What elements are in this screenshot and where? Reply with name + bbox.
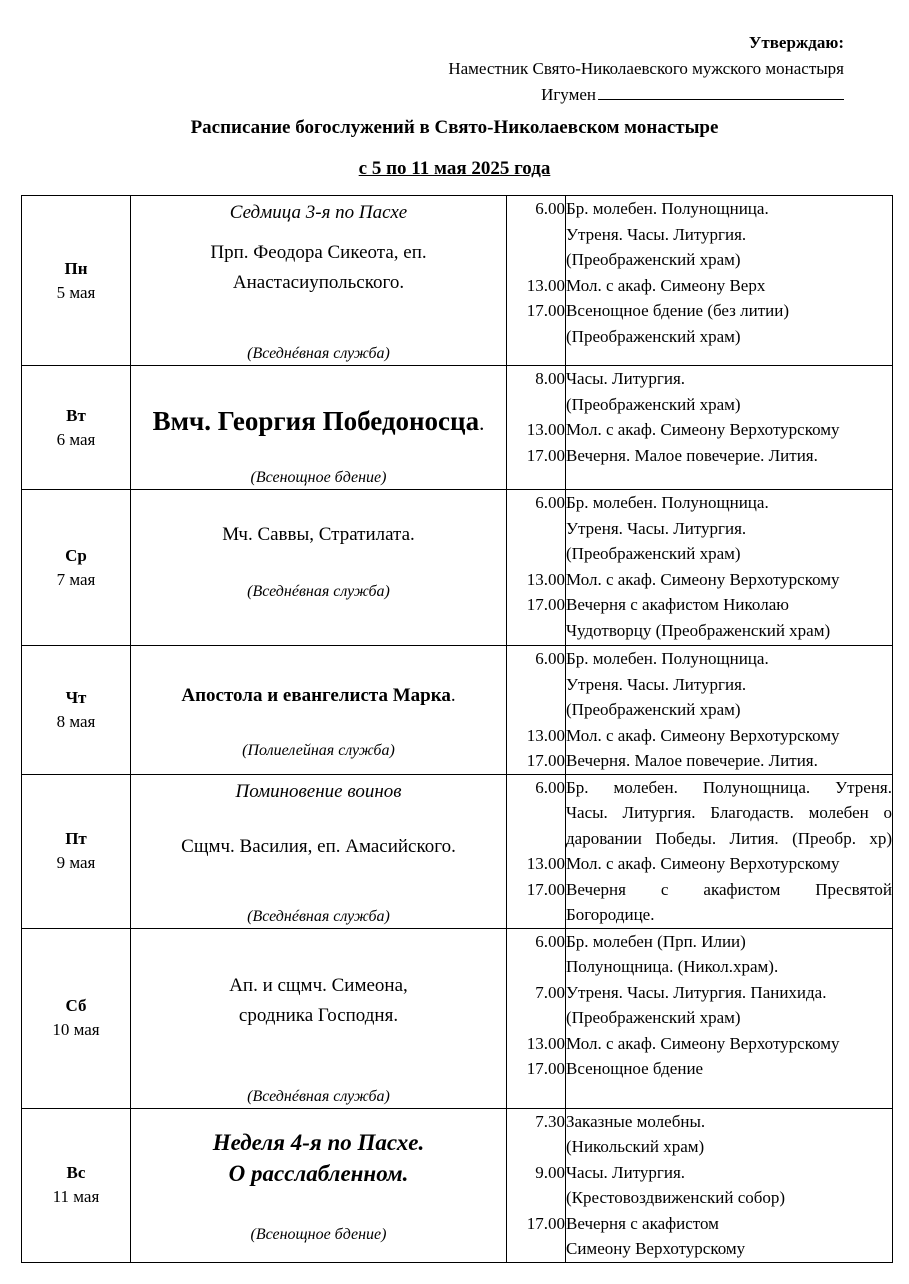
saint-line: Ап. и сщмч. Симеона, [229,974,408,996]
service-line: Богородице. [566,905,655,924]
day-cell [22,490,131,646]
date: 9 мая [56,853,96,872]
approval-rank: Игумен [541,85,596,104]
service-line: Мол. с акаф. Симеону Верхотурскому [566,420,840,439]
times-cell [507,490,566,646]
services-cell [566,196,893,366]
saint-line: Анастасиупольского. [232,271,405,293]
saint-line: Неделя 4-я по Пасхе. [212,1129,425,1155]
date: 7 мая [56,569,96,589]
commemoration-cell [131,366,507,490]
table-row [22,490,893,646]
time: 17.00 [526,751,565,770]
commemoration-cell [131,490,507,646]
time: 17.00 [526,301,565,320]
service-line: Мол. с акаф. Симеону Верх [566,275,766,295]
signature-line [598,82,844,100]
service-type: (Вседнéвная служба) [247,583,390,600]
commemoration-cell [131,646,507,775]
service-line: Бр. молебен. Полунощница. [566,649,769,668]
schedule-table [21,195,893,1263]
service-line: Бр. молебен. Полунощница. [566,199,769,218]
time [507,800,565,826]
time [507,516,565,542]
week-header: Седмица 3-я по Пасхе [229,202,408,223]
weekday: Ср [65,545,87,565]
time: 17.00 [526,1059,565,1078]
time: 13.00 [526,854,565,873]
day-cell [22,366,131,490]
saint-dot: . [479,411,485,435]
time: 13.00 [526,1033,565,1053]
times-cell [507,774,566,928]
times-cell [507,196,566,366]
services-cell [566,490,893,646]
day-cell [22,1108,131,1262]
time [507,1005,565,1031]
service-line: Часы. Литургия. Благодаств. молебен о [566,803,892,822]
time: 17.00 [526,445,565,465]
times-cell [507,928,566,1108]
service-line: (Преображенский храм) [566,250,741,269]
commemoration-cell [131,196,507,366]
service-line: Всенощное бдение [566,1059,704,1078]
services-cell [566,928,893,1108]
time: 9.00 [535,1162,565,1182]
service-line: Вечерня с акафистом Николаю [566,595,789,614]
saint-line [131,404,506,440]
time: 13.00 [526,275,565,295]
time: 6.00 [535,199,565,218]
saint-line: Прп. Феодора Сикеота, еп. [210,241,427,263]
service-line: даровании Победы. Лития. (Преобр. хр) [566,828,892,848]
date: 8 мая [56,711,96,731]
services-cell [566,366,893,490]
service-line: Чудотворцу (Преображенский храм) [566,620,831,640]
service-line: Вечерня с акафистом [566,1213,719,1233]
time: 17.00 [526,595,565,614]
saint-name: Вмч. Георгия Победоносца [152,406,480,436]
commemoration-cell [131,774,507,928]
commemoration-cell [131,1108,507,1262]
service-line: Мол. с акаф. Симеону Верхотурскому [566,569,840,589]
table-row [22,1108,893,1262]
service-line: Мол. с акаф. Симеону Верхотурскому [566,854,840,873]
weekday: Пн [64,258,88,278]
service-line: (Преображенский храм) [566,544,741,563]
service-line: Мол. с акаф. Симеону Верхотурскому [566,725,840,745]
date: 6 мая [56,429,96,449]
page-title: Расписание богослужений в Свято-Николаевском монастыре [190,117,719,138]
service-type: (Вседнéвная служба) [247,345,390,362]
saint-line [131,681,506,711]
weekday: Вс [66,1163,86,1182]
service-line: Заказные молебны. [566,1111,706,1131]
saint-name: Апостола и евангелиста Марка [181,685,451,706]
service-line: Мол. с акаф. Симеону Верхотурскому [566,1033,840,1053]
time: 17.00 [526,1213,565,1233]
services-cell [566,646,893,775]
table-row [22,196,893,366]
day-cell [22,928,131,1108]
service-line: Бр. молебен (Прп. Илии) [566,931,746,951]
week-header: Поминовение воинов [235,780,402,802]
weekday: Вт [66,405,86,425]
weekday: Пт [65,829,87,848]
time: 6.00 [535,777,565,797]
service-line: (Преображенский храм) [566,394,741,414]
service-line: Всенощное бдение (без литии) [566,301,790,320]
service-type: (Полиелейная служба) [242,741,395,759]
time [507,954,565,980]
time [507,392,565,418]
time: 13.00 [526,569,565,589]
service-type: (Вседнéвная служба) [247,907,390,925]
weekday: Сб [65,996,87,1015]
time: 7.30 [535,1111,565,1131]
weekday: Чт [65,687,87,707]
service-line: Утреня. Часы. Литургия. Панихида. [566,982,827,1002]
table-row [22,646,893,775]
times-cell [507,366,566,490]
table-row [22,366,893,490]
time: 8.00 [535,369,565,388]
time: 6.00 [535,931,565,951]
times-cell [507,1108,566,1262]
service-line: (Преображенский храм) [566,326,741,346]
time [507,222,565,248]
service-line: Часы. Литургия. [566,1162,686,1182]
table-row [22,774,893,928]
service-line: Симеону Верхотурскому [566,1239,746,1258]
service-line: Вечерня. Малое повечерие. Лития. [566,751,818,770]
service-line: (Преображенский храм) [566,1008,741,1027]
service-line: Вечерня с акафистом Пресвятой [566,879,892,899]
commemoration-cell [131,928,507,1108]
service-line: Утреня. Часы. Литургия. [566,224,747,244]
approval-title: Утверждаю: [748,33,844,52]
service-line: (Крестовоздвиженский собор) [566,1188,786,1207]
service-line: Утреня. Часы. Литургия. [566,518,747,538]
service-type: (Всенощное бдение) [250,469,387,486]
time: 13.00 [526,725,565,745]
service-line: Утреня. Часы. Литургия. [566,674,747,694]
service-line: Вечерня. Малое повечерие. Лития. [566,445,818,465]
saint-line: Сщмч. Василия, еп. Амасийского. [181,836,456,857]
date: 11 мая [52,1187,100,1206]
time [507,541,565,567]
times-cell [507,646,566,775]
services-cell [566,774,893,928]
time [507,1185,565,1211]
service-line: Полунощница. (Никол.храм). [566,957,779,976]
service-line: (Никольский храм) [566,1137,705,1156]
time [507,1134,565,1160]
time: 17.00 [526,879,565,899]
service-line: Часы. Литургия. [566,369,686,388]
saint-line: Мч. Саввы, Стратилата. [222,524,415,545]
time: 6.00 [535,649,565,668]
saint-line: сродника Господня. [238,1004,399,1026]
date: 10 мая [52,1020,100,1039]
approval-signature [448,82,844,108]
time [507,247,565,273]
date-range: с 5 по 11 мая 2025 года [358,158,551,179]
saint-line: О расслабленном. [228,1160,409,1186]
time: 13.00 [526,420,565,439]
service-type: (Всенощное бдение) [250,1225,387,1243]
approval-block [448,30,844,108]
table-row [22,928,893,1108]
day-cell [22,646,131,775]
day-cell [22,196,131,366]
time: 7.00 [535,982,565,1002]
service-line: Бр. молебен. Полунощница. Утреня. [566,777,892,797]
services-cell [566,1108,893,1262]
service-line: Бр. молебен. Полунощница. [566,493,769,512]
day-cell [22,774,131,928]
service-type: (Вседнéвная служба) [247,1087,390,1105]
saint-dot: . [450,685,456,706]
time [507,672,565,698]
time [507,697,565,723]
service-line: (Преображенский храм) [566,700,741,719]
approval-position: Наместник Свято-Николаевского мужского монастыря [448,59,844,78]
time: 6.00 [535,493,565,512]
time [507,826,565,852]
date: 5 мая [56,282,96,302]
